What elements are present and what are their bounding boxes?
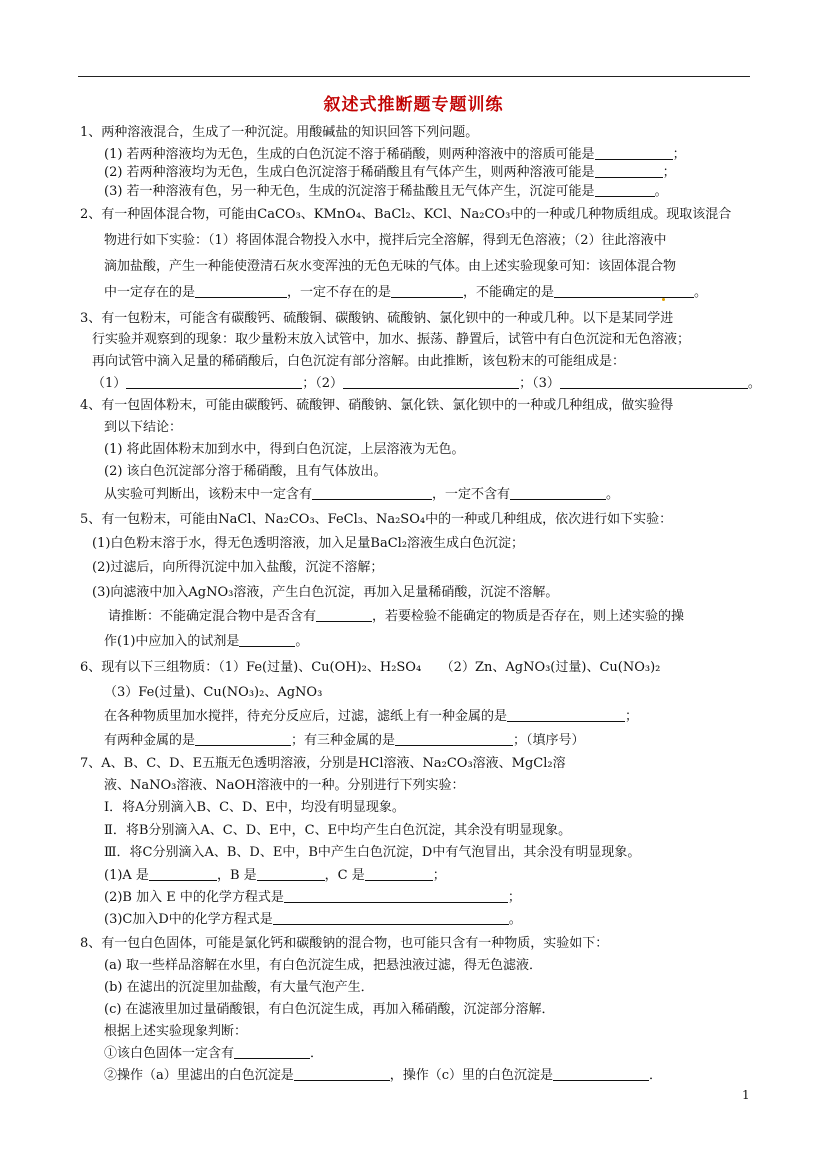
text-segment: 。 bbox=[295, 634, 309, 649]
text-segment: 。 bbox=[606, 487, 620, 502]
text-segment: 6、现有以下三组物质：（1）Fe(过量)、Cu(OH)₂、H₂SO₄ （2）Zn、AgNO₃(过量)、Cu(NO₃)₂ bbox=[80, 660, 661, 675]
text-segment: 行实验并观察到的现象：取少量粉末放入试管中，加水、振荡、静置后，试管中有白色沉淀和无色溶液； bbox=[92, 332, 691, 347]
text-segment: ，不能确定的是 bbox=[463, 285, 555, 300]
text-line bbox=[104, 867, 446, 885]
text-line bbox=[104, 463, 387, 481]
text-line bbox=[104, 1001, 555, 1019]
text-segment: (2) 该白色沉淀部分溶于稀硝酸，且有气体放出。 bbox=[104, 464, 387, 479]
text-line bbox=[104, 822, 571, 840]
text-segment: ； bbox=[432, 868, 446, 883]
answer-blank bbox=[595, 164, 663, 178]
text-line bbox=[92, 535, 524, 553]
text-segment: 5、有一包粉末，可能由NaCl、Na₂CO₃、FeCl₃、Na₂SO₄中的一种或几种组成，依次进行如下实验： bbox=[80, 512, 673, 527]
text-line bbox=[104, 1023, 247, 1041]
text-segment: 从实验可判断出，该粉末中一定含有 bbox=[104, 487, 313, 502]
text-line bbox=[80, 310, 673, 328]
text-segment: (3) 若一种溶液有色，另一种无色，生成的沉淀溶于稀盐酸且无气体产生，沉淀可能是 bbox=[104, 184, 595, 199]
text-segment: 。 bbox=[694, 285, 708, 300]
text-line bbox=[80, 124, 478, 142]
text-segment: 有两种金属的是 bbox=[104, 733, 196, 748]
text-line bbox=[104, 777, 465, 795]
text-segment: 8、有一包白色固体，可能是氯化钙和碳酸钠的混合物，也可能只含有一种物质，实验如下： bbox=[80, 936, 609, 951]
text-segment: 。 bbox=[508, 912, 522, 927]
text-segment: ①该白色固体一定含有 bbox=[104, 1046, 235, 1061]
answer-blank bbox=[239, 633, 295, 647]
header-rule bbox=[78, 76, 750, 77]
answer-blank bbox=[343, 375, 519, 389]
text-segment: 在各种物质里加水搅拌，待充分反应后，过滤，滤纸上有一种金属的是 bbox=[104, 709, 508, 724]
text-segment: (b) 在滤出的沉淀里加盐酸，有大量气泡产生． bbox=[104, 980, 374, 995]
text-segment: ，操作（c）里的白色沉淀是 bbox=[389, 1068, 554, 1083]
text-segment: ． bbox=[310, 1046, 324, 1061]
answer-blank bbox=[560, 375, 748, 389]
text-line bbox=[104, 164, 676, 182]
text-segment: 根据上述实验现象判断： bbox=[104, 1024, 248, 1039]
text-segment: (3)向滤液中加入AgNO₃溶液，产生白色沉淀，再加入足量稀硝酸，沉淀不溶解。 bbox=[92, 585, 559, 600]
text-line bbox=[104, 889, 521, 907]
text-segment: 4、有一包固体粉末，可能由碳酸钙、硫酸钾、硝酸钠、氯化铁、氯化钡中的一种或几种组成，做实验得 bbox=[80, 398, 674, 413]
text-segment: ；（填序号） bbox=[513, 733, 585, 748]
text-segment: Ⅲ．将C分别滴入A、B、D、E中，B中产生白色沉淀，D中有气泡冒出，其余没有明显现象。 bbox=[104, 845, 641, 860]
text-segment: ； bbox=[507, 890, 521, 905]
text-line bbox=[104, 486, 619, 504]
text-line bbox=[80, 397, 673, 415]
text-segment: (c) 在滤液里加过量硝酸银，有白色沉淀生成，再加入稀硝酸，沉淀部分溶解． bbox=[104, 1002, 555, 1017]
answer-blank bbox=[257, 867, 325, 881]
text-segment: (2)过滤后，向所得沉淀中加入盐酸，沉淀不溶解； bbox=[92, 560, 384, 575]
text-segment: (1) 将此固体粉末加到水中，得到白色沉淀，上层溶液为无色。 bbox=[104, 442, 465, 457]
answer-blank bbox=[126, 375, 302, 389]
answer-blank bbox=[595, 183, 655, 197]
answer-blank bbox=[149, 867, 217, 881]
text-segment: ； bbox=[625, 709, 639, 724]
text-segment: 液、NaNO₃溶液、NaOH溶液中的一种。分别进行下列实验： bbox=[104, 778, 465, 793]
text-segment: 2、有一种固体混合物，可能由CaCO₃、KMnO₄、BaCl₂、KCl、Na₂CO₃中的一种或几种物质组成。现取该混合 bbox=[80, 207, 732, 222]
text-line bbox=[92, 559, 383, 577]
text-segment: 物进行如下实验：（1）将固体混合物投入水中，搅拌后完全溶解，得到无色溶液；（2）往此溶液中 bbox=[104, 233, 667, 248]
text-segment: ； bbox=[672, 147, 686, 162]
text-segment: ；（3） bbox=[519, 376, 560, 391]
text-segment: 作(1)中应加入的试剂是 bbox=[104, 634, 240, 649]
answer-blank bbox=[510, 486, 606, 500]
text-line bbox=[104, 844, 640, 862]
answer-blank bbox=[391, 284, 463, 298]
text-segment: (1)白色粉末溶于水，得无色透明溶液，加入足量BaCl₂溶液生成白色沉淀； bbox=[92, 536, 525, 551]
text-segment: （1） bbox=[92, 376, 127, 391]
text-segment: 。 bbox=[654, 184, 668, 199]
text-line bbox=[104, 957, 542, 975]
text-segment: 滴加盐酸，产生一种能使澄清石灰水变浑浊的无色无味的气体。由上述实验现象可知：该固体混合物 bbox=[104, 259, 677, 274]
answer-blank bbox=[234, 1045, 310, 1059]
answer-blank bbox=[195, 732, 291, 746]
text-segment: 请推断：不能确定混合物中是否含有 bbox=[108, 609, 317, 624]
text-line bbox=[80, 755, 566, 773]
text-segment: ，若要检验不能确定的物质是否存在，则上述实验的操 bbox=[372, 609, 685, 624]
text-line bbox=[80, 935, 608, 953]
text-segment: 到以下结论： bbox=[104, 420, 183, 435]
answer-blank bbox=[294, 1067, 390, 1081]
answer-blank bbox=[284, 889, 508, 903]
answer-blank bbox=[312, 486, 432, 500]
stray-mark bbox=[662, 298, 665, 301]
text-line bbox=[104, 183, 668, 201]
text-line bbox=[108, 608, 684, 626]
text-segment: ； bbox=[662, 165, 676, 180]
text-segment: ；有三种金属的是 bbox=[291, 733, 396, 748]
answer-blank bbox=[395, 732, 513, 746]
text-line bbox=[104, 232, 667, 250]
text-line bbox=[104, 633, 308, 651]
text-segment: 3、有一包粉末，可能含有碳酸钙、硫酸铜、碳酸钠、硫酸钠、氯化钡中的一种或几种。以下是某同学进 bbox=[80, 311, 674, 326]
text-line bbox=[104, 146, 686, 164]
text-segment: ． bbox=[649, 1068, 663, 1083]
text-segment: 中一定存在的是 bbox=[104, 285, 196, 300]
page-number: 1 bbox=[742, 1088, 750, 1102]
answer-blank bbox=[316, 608, 372, 622]
text-segment: （3）Fe(过量)、Cu(NO₃)₂、AgNO₃ bbox=[104, 685, 323, 700]
text-segment: (a) 取一些样品溶解在水里，有白色沉淀生成，把悬浊液过滤，得无色滤液． bbox=[104, 958, 543, 973]
text-line bbox=[104, 911, 522, 929]
answer-blank bbox=[195, 284, 287, 298]
text-line bbox=[92, 331, 690, 349]
text-segment: (1)A 是 bbox=[104, 868, 149, 883]
text-line bbox=[104, 732, 585, 750]
text-segment: (2)B 加入 E 中的化学方程式是 bbox=[104, 890, 284, 905]
text-line bbox=[80, 511, 672, 529]
text-line bbox=[80, 206, 731, 224]
page-title: 叙述式推断题专题训练 bbox=[323, 95, 504, 115]
text-segment: Ⅰ．将A分别滴入B、C、D、E中，均没有明显现象。 bbox=[104, 800, 405, 815]
answer-blank bbox=[507, 708, 625, 722]
text-line bbox=[104, 979, 374, 997]
text-segment: (1) 若两种溶液均为无色，生成的白色沉淀不溶于稀硝酸，则两种溶液中的溶质可能是 bbox=[104, 147, 595, 162]
answer-blank bbox=[595, 146, 673, 160]
answer-blank bbox=[273, 911, 509, 925]
text-line bbox=[104, 799, 405, 817]
text-line bbox=[104, 708, 638, 726]
text-segment: ，一定不存在的是 bbox=[287, 285, 392, 300]
text-line bbox=[104, 1067, 662, 1085]
text-segment: ②操作（a）里滤出的白色沉淀是 bbox=[104, 1068, 294, 1083]
text-line bbox=[104, 284, 707, 302]
text-segment: Ⅱ．将B分别滴入A、C、D、E中，C、E中均产生白色沉淀，其余没有明显现象。 bbox=[104, 823, 572, 838]
text-line bbox=[104, 684, 322, 702]
text-segment: ，B 是 bbox=[216, 868, 257, 883]
answer-blank bbox=[365, 867, 433, 881]
text-line bbox=[104, 441, 465, 459]
text-line bbox=[104, 258, 676, 276]
answer-blank bbox=[553, 1067, 649, 1081]
text-segment: 7、A、B、C、D、E五瓶无色透明溶液，分别是HCl溶液、Na₂CO₃溶液、MgCl₂溶 bbox=[80, 756, 566, 771]
text-line bbox=[92, 375, 761, 393]
text-segment: ，C 是 bbox=[324, 868, 365, 883]
text-segment: ；（2） bbox=[302, 376, 344, 391]
text-line bbox=[104, 419, 182, 437]
text-line bbox=[92, 584, 558, 602]
text-segment: (3)C加入D中的化学方程式是 bbox=[104, 912, 273, 927]
text-segment: 再向试管中滴入足量的稀硝酸后，白色沉淀有部分溶解。由此推断，该包粉末的可能组成是： bbox=[92, 354, 626, 369]
text-line bbox=[92, 353, 625, 371]
text-line bbox=[104, 1045, 323, 1063]
text-segment: ，一定不含有 bbox=[432, 487, 511, 502]
text-segment: 1、两种溶液混合，生成了一种沉淀。用酸碱盐的知识回答下列问题。 bbox=[80, 125, 479, 140]
answer-blank bbox=[554, 284, 694, 298]
text-segment: 。 bbox=[747, 376, 761, 391]
text-line bbox=[80, 659, 660, 677]
text-segment: (2) 若两种溶液均为无色，生成白色沉淀溶于稀硝酸且有气体产生，则两种溶液可能是 bbox=[104, 165, 595, 180]
